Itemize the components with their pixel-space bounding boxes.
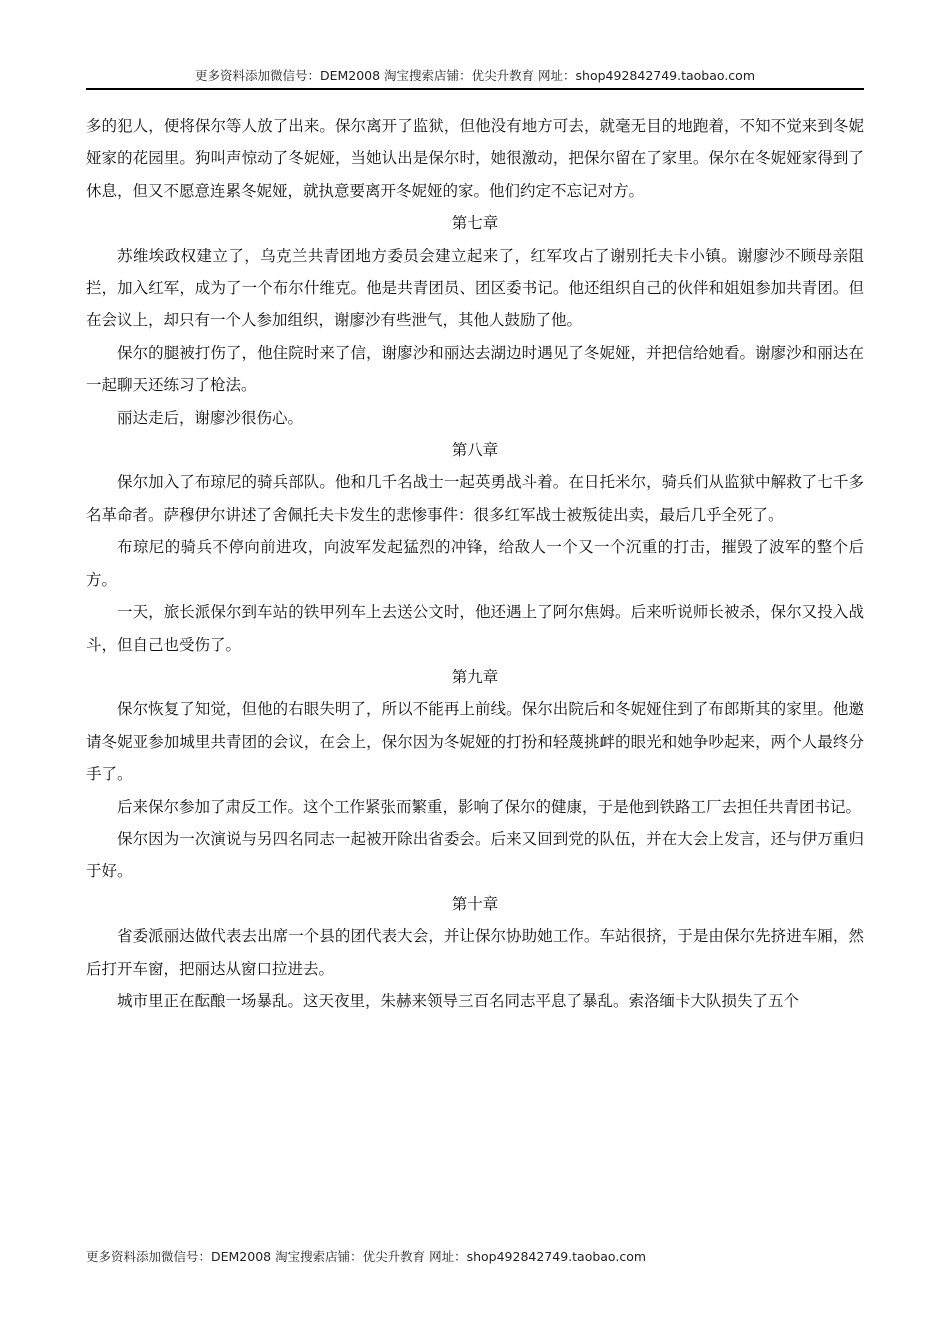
paragraph: 保尔恢复了知觉，但他的右眼失明了，所以不能再上前线。保尔出院后和冬妮娅住到了布郎斯其的家里。他邀请冬妮亚参加城里共青团的会议，在会上，保尔因为冬妮娅的打扮和轻蔑挑衅的眼光和她争吵起来，两个人最终分手了。 xyxy=(86,700,864,784)
chapter-heading: 第八章 xyxy=(451,441,499,460)
paragraph: 丽达走后，谢廖沙很伤心。 xyxy=(117,408,304,427)
paragraph: 城市里正在酝酿一场暴乱。这天夜里，朱赫来领导三百名同志平息了暴乱。索洛缅卡大队损失了五个 xyxy=(117,991,800,1010)
paragraph: 多的犯人，便将保尔等人放了出来。保尔离开了监狱，但他没有地方可去，就毫无目的地跑着，不知不觉来到冬妮娅家的花园里。狗叫声惊动了冬妮娅，当她认出是保尔时，她很激动，把保尔留在了家里。保尔在冬妮娅家得到了休息，但又不愿意连累冬妮娅，就执意要离开冬妮娅的家。他们约定不忘记对方。 xyxy=(86,117,864,200)
paragraph: 苏维埃政权建立了，乌克兰共青团地方委员会建立起来了，红军攻占了谢别托夫卡小镇。谢廖沙不顾母亲阻拦，加入红军，成为了一个布尔什维克。他是共青团员、团区委书记。他还组织自己的伙伴和姐姐参加共青团。但在会议上，却只有一个人参加组织，谢廖沙有些泄气，其他人鼓励了他。 xyxy=(86,246,864,330)
chapter-heading: 第九章 xyxy=(451,667,499,686)
page-footer: 更多资料添加微信号：DEM2008 淘宝搜索店铺：优尖升教育 网址：shop492842749.taobao.com xyxy=(86,1249,647,1264)
chapter-heading: 第十章 xyxy=(451,894,499,913)
paragraph: 后来保尔参加了肃反工作。这个工作紧张而繁重，影响了保尔的健康，于是他到铁路工厂去担任共青团书记。 xyxy=(117,797,862,816)
paragraph: 一天，旅长派保尔到车站的铁甲列车上去送公文时，他还遇上了阿尔焦姆。后来听说师长被杀，保尔又投入战斗，但自己也受伤了。 xyxy=(86,603,864,654)
document-body xyxy=(86,110,864,1017)
page-header: 更多资料添加微信号：DEM2008 淘宝搜索店铺：优尖升教育 网址：shop492842749.taobao.com xyxy=(194,68,756,83)
chapter-heading: 第七章 xyxy=(451,214,499,233)
paragraph: 保尔因为一次演说与另四名同志一起被开除出省委会。后来又回到党的队伍，并在大会上发言，还与伊万重归于好。 xyxy=(86,829,864,881)
header-divider xyxy=(86,88,864,90)
paragraph: 保尔加入了布琼尼的骑兵部队。他和几千名战士一起英勇战斗着。在日托米尔，骑兵们从监狱中解救了七千多名革命者。萨穆伊尔讲述了舍佩托夫卡发生的悲惨事件：很多红军战士被叛徒出卖，最后几乎全死了。 xyxy=(86,473,864,524)
paragraph: 布琼尼的骑兵不停向前进攻，向波军发起猛烈的冲锋，给敌人一个又一个沉重的打击，摧毁了波军的整个后方。 xyxy=(86,538,864,589)
paragraph: 省委派丽达做代表去出席一个县的团代表大会，并让保尔协助她工作。车站很挤，于是由保尔先挤进车厢，然后打开车窗，把丽达从窗口拉进去。 xyxy=(86,927,864,978)
paragraph: 保尔的腿被打伤了，他住院时来了信，谢廖沙和丽达去湖边时遇见了冬妮娅，并把信给她看。谢廖沙和丽达在一起聊天还练习了枪法。 xyxy=(86,343,864,395)
